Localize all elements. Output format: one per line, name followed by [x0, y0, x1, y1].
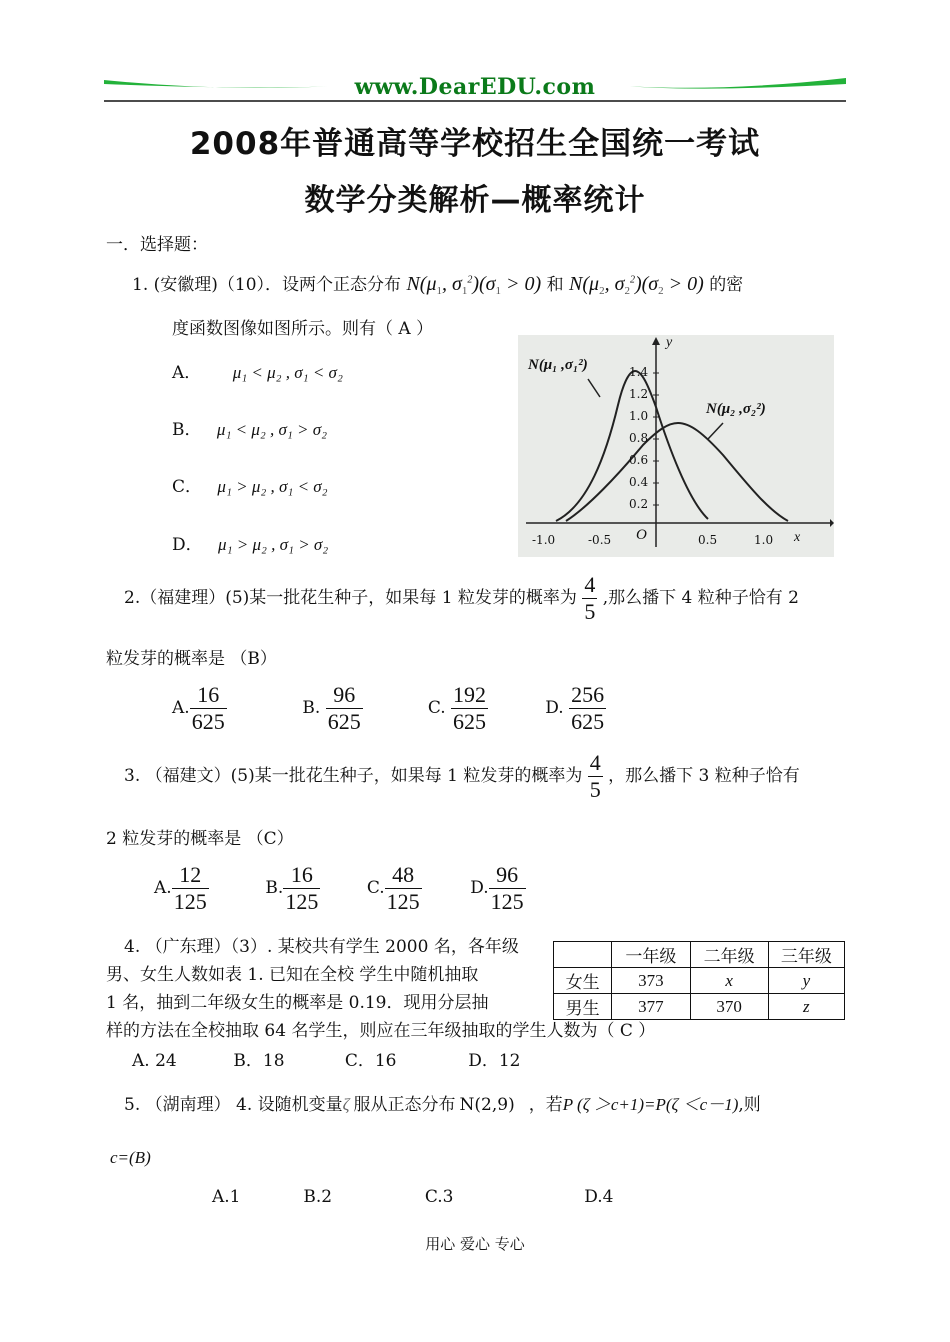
q5-answer: c=(B): [110, 1148, 151, 1167]
option-expr: μ₁ > μ₂ , σ₁ < σ₂: [217, 477, 328, 496]
table-cell: 377: [612, 994, 690, 1020]
table-cell: 三年级: [768, 942, 844, 968]
axis-label-y: y: [666, 335, 673, 350]
q2-text-b: ,那么播下 4 粒种子恰有 2: [602, 588, 799, 608]
page-subtitle: 数学分类解析—概率统计: [304, 183, 646, 218]
table-cell: 373: [612, 968, 690, 994]
axis-label-x: x: [794, 530, 801, 545]
q3-option-d: D. $\frac{96}{125}$: [470, 862, 524, 914]
q2-option-a: A. $\frac{16}{625}$: [172, 682, 225, 734]
q5-condition: P (ζ ＞c+1)=P(ζ ＜c－1): [562, 1095, 739, 1114]
option-letter: C．: [172, 477, 203, 497]
q2-prob: $\frac{4}{5}$: [584, 572, 596, 624]
x-axis-arrow: [830, 519, 834, 527]
y-tick-4: 0.8: [629, 431, 649, 445]
table-cell: y: [768, 968, 844, 994]
option-expr: μ₁ > μ₂ , σ₁ > σ₂: [218, 535, 329, 554]
q4-grade-table: [553, 941, 845, 1020]
curve-label-1: N(μ₁ ,σ₁²): [528, 357, 588, 373]
q1-dist2: $N(\mu_2$, $\sigma_2^2)(\sigma_2 > 0)$: [569, 273, 704, 297]
table-cell: 二年级: [690, 942, 768, 968]
label2-pointer: [708, 423, 723, 439]
q4-option-b: B．18: [233, 1051, 285, 1071]
q5-text-c: ，若: [528, 1095, 563, 1115]
q1-figure: [518, 335, 834, 557]
table-cell: [554, 942, 612, 968]
q2-text-c: 粒发芽的概率是 （B）: [106, 649, 277, 669]
x-tick-3: 0.5: [698, 533, 718, 547]
q5-text-b: 服从正态分布: [353, 1095, 456, 1115]
q1-option-b: [172, 415, 327, 440]
x-tick-4: 1.0: [754, 533, 774, 547]
curve-n2: [566, 423, 788, 521]
option-letter: D．: [172, 535, 203, 555]
y-tick-6: 0.4: [629, 475, 649, 489]
q1-text-c: 度函数图像如图所示。则有（ A ）: [172, 319, 434, 339]
table-cell: z: [768, 994, 844, 1020]
table-row: [554, 994, 845, 1020]
page-title: 2008年普通高等学校招生全国统一考试: [189, 126, 761, 162]
q4-option-c: C．16: [344, 1051, 397, 1071]
q4-line-3: 1 名，抽到二年级女生的概率是 0.19．现用分层抽: [106, 993, 489, 1013]
header-banner: [104, 70, 846, 104]
page-footer: 用心 爱心 专心: [425, 1235, 525, 1253]
q4-option-d: D．12: [468, 1051, 521, 1071]
option-letter: B．: [172, 420, 202, 440]
q2-option-c: C. $\frac{192}{625}$: [427, 682, 487, 734]
q3-text-b: ，那么播下 3 粒种子恰有: [608, 766, 800, 786]
q4-line-4: 样的方法在全校抽取 64 名学生，则应在三年级抽取的学生人数为（ C ）: [106, 1021, 656, 1041]
q3-text-c: 2 粒发芽的概率是 （C）: [106, 829, 294, 849]
q1-option-d: [172, 530, 328, 555]
site-name: www.DearEDU.com: [354, 74, 596, 100]
table-cell: x: [690, 968, 768, 994]
option-expr: μ₁ < μ₂ , σ₁ < σ₂: [232, 363, 343, 382]
q5-dist: N(2,9): [459, 1095, 515, 1115]
y-tick-7: 0.2: [629, 497, 649, 511]
table-header-row: [554, 942, 845, 968]
q1-text-a: 1. (安徽理)（10）．设两个正态分布: [132, 275, 402, 295]
y-tick-3: 1.0: [629, 409, 649, 423]
x-tick-2: -0.5: [588, 533, 612, 547]
y-axis-arrow: [652, 337, 660, 345]
curve-label-2: N(μ₂ ,σ₂²): [706, 401, 766, 417]
q4-option-a: A. 24: [132, 1051, 177, 1071]
origin-label: O: [636, 527, 647, 543]
q2-option-b: B. $\frac{96}{625}$: [302, 682, 361, 734]
q5-option-a: A.1: [212, 1187, 241, 1207]
q5-text-a: 5. （湖南理） 4. 设随机变量: [124, 1095, 343, 1115]
x-tick-1: -1.0: [532, 533, 556, 547]
q4-line-1: 4. （广东理）（3）. 某校共有学生 2000 名，各年级: [124, 937, 519, 957]
q4-line-2: 男、女生人数如表 1. 已知在全校 学生中随机抽取: [106, 965, 479, 985]
table-row: [554, 968, 845, 994]
q3-option-b: B. $\frac{16}{125}$: [265, 862, 319, 914]
q5-option-c: C.3: [424, 1187, 454, 1207]
label1-pointer: [588, 379, 600, 397]
table-cell: 370: [690, 994, 768, 1020]
y-tick-1: 1.4: [629, 365, 649, 379]
q5-option-d: D.4: [584, 1187, 614, 1207]
y-tick-2: 1.2: [629, 387, 649, 401]
table-cell: 男生: [554, 994, 612, 1020]
q3-prob: $\frac{4}{5}$: [589, 750, 601, 802]
q5-text-d: ,则: [738, 1095, 761, 1115]
table-cell: 一年级: [612, 942, 690, 968]
q2-option-d: D. $\frac{256}{625}$: [545, 682, 605, 734]
q5-zeta: ζ: [342, 1095, 350, 1114]
q2-text-a: 2.（福建理）(5)某一批花生种子，如果每 1 粒发芽的概率为: [124, 588, 577, 608]
option-expr: μ₁ < μ₂ , σ₁ > σ₂: [216, 420, 328, 439]
section-heading: 一．选择题：: [106, 235, 208, 255]
y-tick-5: 0.6: [629, 453, 649, 467]
q1-option-c: [172, 472, 328, 497]
option-letter: A．: [172, 363, 202, 383]
q3-option-c: C. $\frac{48}{125}$: [366, 862, 420, 914]
q1-dist1: $N(\mu_1$, $\sigma_1^2)(\sigma_1 > 0)$: [406, 273, 542, 297]
q3-option-a: A. $\frac{12}{125}$: [154, 862, 207, 914]
q1-text-b: 的密: [709, 275, 744, 295]
q1-and: 和: [546, 275, 564, 295]
q3-text-a: 3. （福建文）(5)某一批花生种子，如果每 1 粒发芽的概率为: [124, 766, 583, 786]
q5-option-b: B.2: [303, 1187, 333, 1207]
q1-option-a: [172, 358, 343, 383]
table-cell: 女生: [554, 968, 612, 994]
